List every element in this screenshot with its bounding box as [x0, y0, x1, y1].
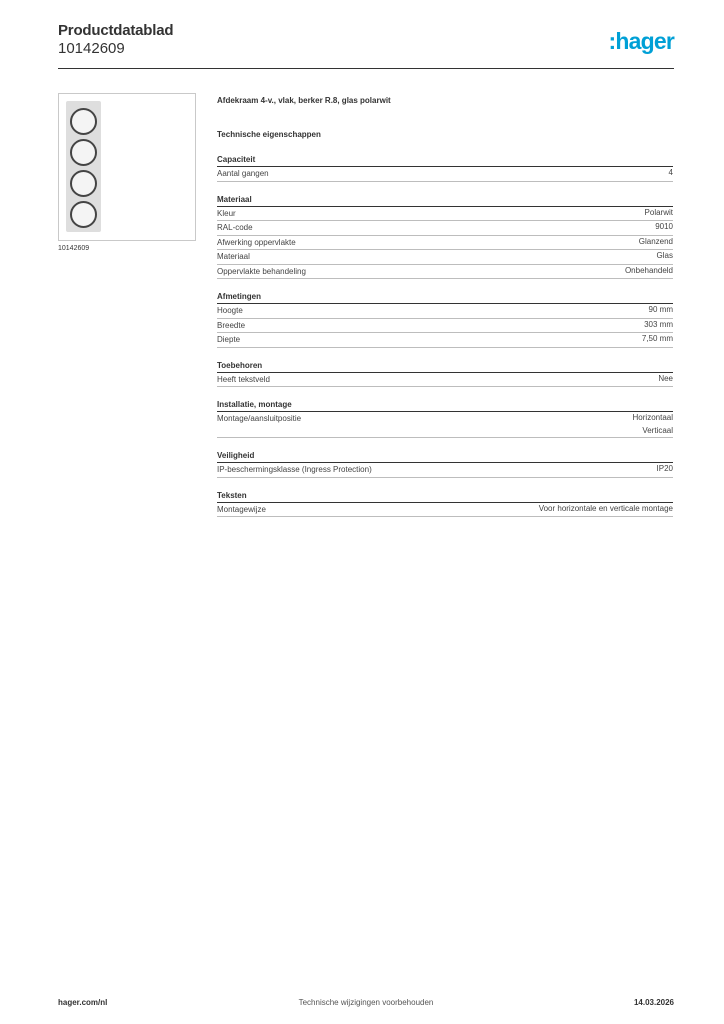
property-value: Polarwit: [644, 207, 673, 217]
group-title: Toebehoren: [217, 359, 673, 373]
property-value-cell: [639, 236, 673, 250]
property-value-cell: [655, 221, 673, 235]
footer-notice: Technische wijzigingen voorbehouden: [298, 998, 434, 1007]
property-group: [217, 290, 673, 348]
property-value-cell: [633, 412, 673, 437]
property-value-cell: [644, 319, 673, 333]
group-title: Materiaal: [217, 193, 673, 207]
footer-date: 14.03.2026: [633, 998, 674, 1007]
property-row: [217, 167, 673, 182]
property-value: Glas: [656, 251, 673, 260]
group-title: Veiligheid: [217, 449, 673, 463]
property-value: Verticaal: [642, 425, 673, 435]
switch-ring-icon: [70, 139, 97, 166]
property-value: 90 mm: [648, 305, 673, 314]
property-group: [217, 398, 673, 438]
hager-logo: :hager: [608, 28, 674, 54]
property-group: [217, 359, 673, 388]
property-row: [217, 463, 673, 478]
property-row: [217, 207, 673, 222]
property-label: Montage/aansluitpositie: [217, 414, 302, 423]
property-label: Aantal gangen: [217, 169, 269, 178]
header-divider: [58, 68, 674, 69]
property-row: [217, 333, 673, 348]
property-value: Glanzend: [638, 236, 673, 246]
property-value-cell: [642, 333, 673, 347]
property-label: Montagewijze: [217, 504, 266, 514]
switch-ring-icon: [70, 201, 97, 228]
property-row: [217, 236, 673, 251]
property-row: [217, 319, 673, 334]
property-value: 303 mm: [644, 319, 673, 329]
property-value: Horizontaal: [632, 413, 673, 422]
property-value: Nee: [658, 373, 673, 383]
group-title: Teksten: [217, 489, 673, 503]
property-value: 9010: [655, 222, 673, 231]
cover-plate-picture: [66, 101, 101, 232]
property-value-cell: [645, 207, 673, 221]
property-group: [217, 489, 673, 518]
property-value-cell: [649, 304, 673, 318]
property-value: 4: [668, 168, 673, 177]
property-label: Oppervlakte behandeling: [217, 266, 306, 276]
property-label: RAL-code: [217, 223, 253, 232]
property-value-cell: [658, 373, 673, 387]
property-row: [217, 304, 673, 319]
property-label: Heeft tekstveld: [217, 374, 270, 384]
property-value: IP20: [656, 464, 673, 473]
switch-ring-icon: [70, 170, 97, 197]
document-title: Productdatablad: [58, 22, 174, 39]
image-caption: 10142609: [58, 245, 90, 252]
property-value: Onbehandeld: [624, 265, 673, 275]
property-value: Voor horizontale en verticale montage: [538, 503, 673, 513]
property-value: 7,50 mm: [641, 334, 673, 343]
property-label: Kleur: [217, 208, 236, 218]
switch-ring-icon: [70, 108, 97, 135]
property-row: [217, 265, 673, 280]
property-group: [217, 153, 673, 182]
logo-text: hager: [615, 28, 674, 54]
property-group: [217, 449, 673, 478]
property-groups: [217, 153, 673, 517]
footer-url[interactable]: hager.com/nl: [58, 998, 108, 1007]
product-name: Afdekraam 4-v., vlak, berker R.8, glas polarwit: [217, 96, 391, 105]
property-label: Afwerking oppervlakte: [217, 237, 296, 247]
property-label: Materiaal: [217, 252, 250, 261]
property-label: IP-beschermingsklasse (Ingress Protection): [217, 465, 372, 474]
property-row: [217, 503, 673, 518]
group-title: Installatie, montage: [217, 398, 673, 412]
page-header: [58, 22, 674, 68]
property-value-cell: [669, 167, 673, 181]
property-row: [217, 412, 673, 438]
property-label: Hoogte: [217, 306, 243, 315]
group-title: Capaciteit: [217, 153, 673, 167]
document-number: 10142609: [58, 40, 125, 57]
property-value-cell: [539, 503, 673, 517]
property-value-cell: [657, 250, 673, 264]
property-value-cell: [625, 265, 673, 279]
product-details: [217, 96, 673, 517]
property-group: [217, 193, 673, 280]
property-row: [217, 250, 673, 265]
property-value-cell: [657, 463, 673, 477]
property-row: [217, 373, 673, 388]
product-image: [58, 93, 196, 241]
property-label: Breedte: [217, 320, 246, 330]
group-title: Afmetingen: [217, 290, 673, 304]
tech-heading: Technische eigenschappen: [217, 130, 321, 139]
property-label: Diepte: [217, 335, 241, 344]
property-row: [217, 221, 673, 236]
